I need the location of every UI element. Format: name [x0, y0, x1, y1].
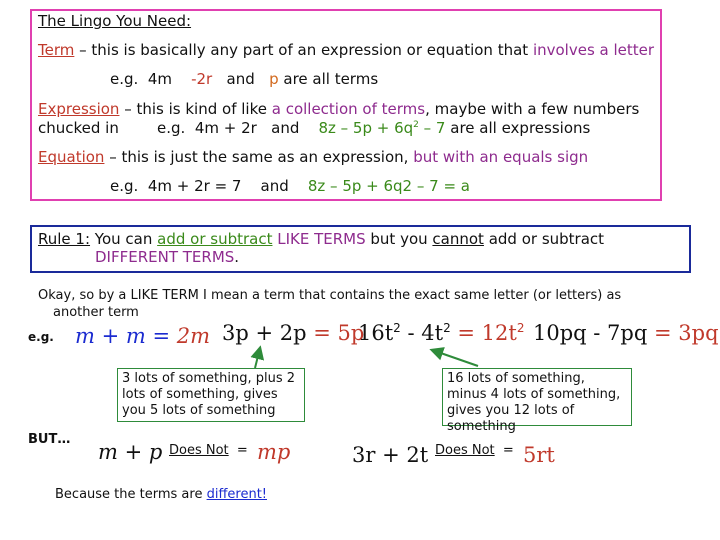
rule-line-1: Rule 1: You can add or subtract LIKE TERMS but you cannot add or subtract	[38, 230, 605, 248]
expression-definition: Expression – this is kind of like a collection of terms, maybe with a few numbers	[38, 100, 640, 118]
equation-word: Equation	[38, 148, 105, 166]
eg-label: e.g.	[28, 330, 54, 344]
like-term-explanation-2: another term	[53, 305, 139, 320]
expression-examples: chucked in e.g. 4m + 2r and $8z - 5p + 6q^2 - 7$ are all expressions	[38, 119, 591, 137]
wrong-result-mp: mp	[257, 440, 291, 464]
equation-definition: Equation – this is just the same as an expression, but with an equals sign	[38, 148, 589, 166]
note-16t2-explanation: 16 lots of something, minus 4 lots of something, gives you 12 lots of something	[442, 368, 632, 426]
arrow-to-16t2-example	[432, 350, 478, 366]
equation-examples: e.g. 4m + 2r = 7 and 8z – 5p + 6q2 – 7 = a	[110, 177, 470, 195]
lingo-title: The Lingo You Need:	[38, 12, 192, 30]
term-definition: Term – this is basically any part of an expression or equation that involves a letter	[38, 41, 655, 59]
example-10pq-minus-7pq: 10pq - 7pq = 3pq	[533, 321, 719, 345]
arrow-to-3p-example	[255, 348, 260, 368]
does-not-equal-1: Does Not =	[169, 443, 248, 458]
rule-label: Rule 1:	[38, 230, 91, 248]
rule-line-2: DIFFERENT TERMS.	[95, 248, 240, 266]
note-3p-explanation: 3 lots of something, plus 2 lots of something, gives you 5 lots of something	[117, 368, 305, 422]
but-label: BUT…	[28, 432, 71, 447]
because-note: Because the terms are different!	[55, 487, 268, 502]
example-m-plus-p: m + p	[98, 440, 163, 464]
expression-word: Expression	[38, 100, 120, 118]
term-word: Term	[38, 41, 75, 59]
does-not-equal-2: Does Not =	[435, 443, 514, 458]
like-term-explanation-1: Okay, so by a LIKE TERM I mean a term that contains the exact same letter (or letters) as	[38, 288, 622, 303]
wrong-result-5rt: 5rt	[523, 443, 555, 467]
term-examples: e.g. 4m -2r and p are all terms	[110, 70, 379, 88]
example-16t2-minus-4t2: $16t^2 - 4t^2 = 12t^2$	[358, 321, 525, 345]
example-3p-plus-2p: 3p + 2p = 5p	[222, 321, 365, 345]
example-3r-plus-2t: 3r + 2t	[352, 443, 429, 467]
example-m-plus-m: m + m = 2m	[75, 324, 211, 348]
